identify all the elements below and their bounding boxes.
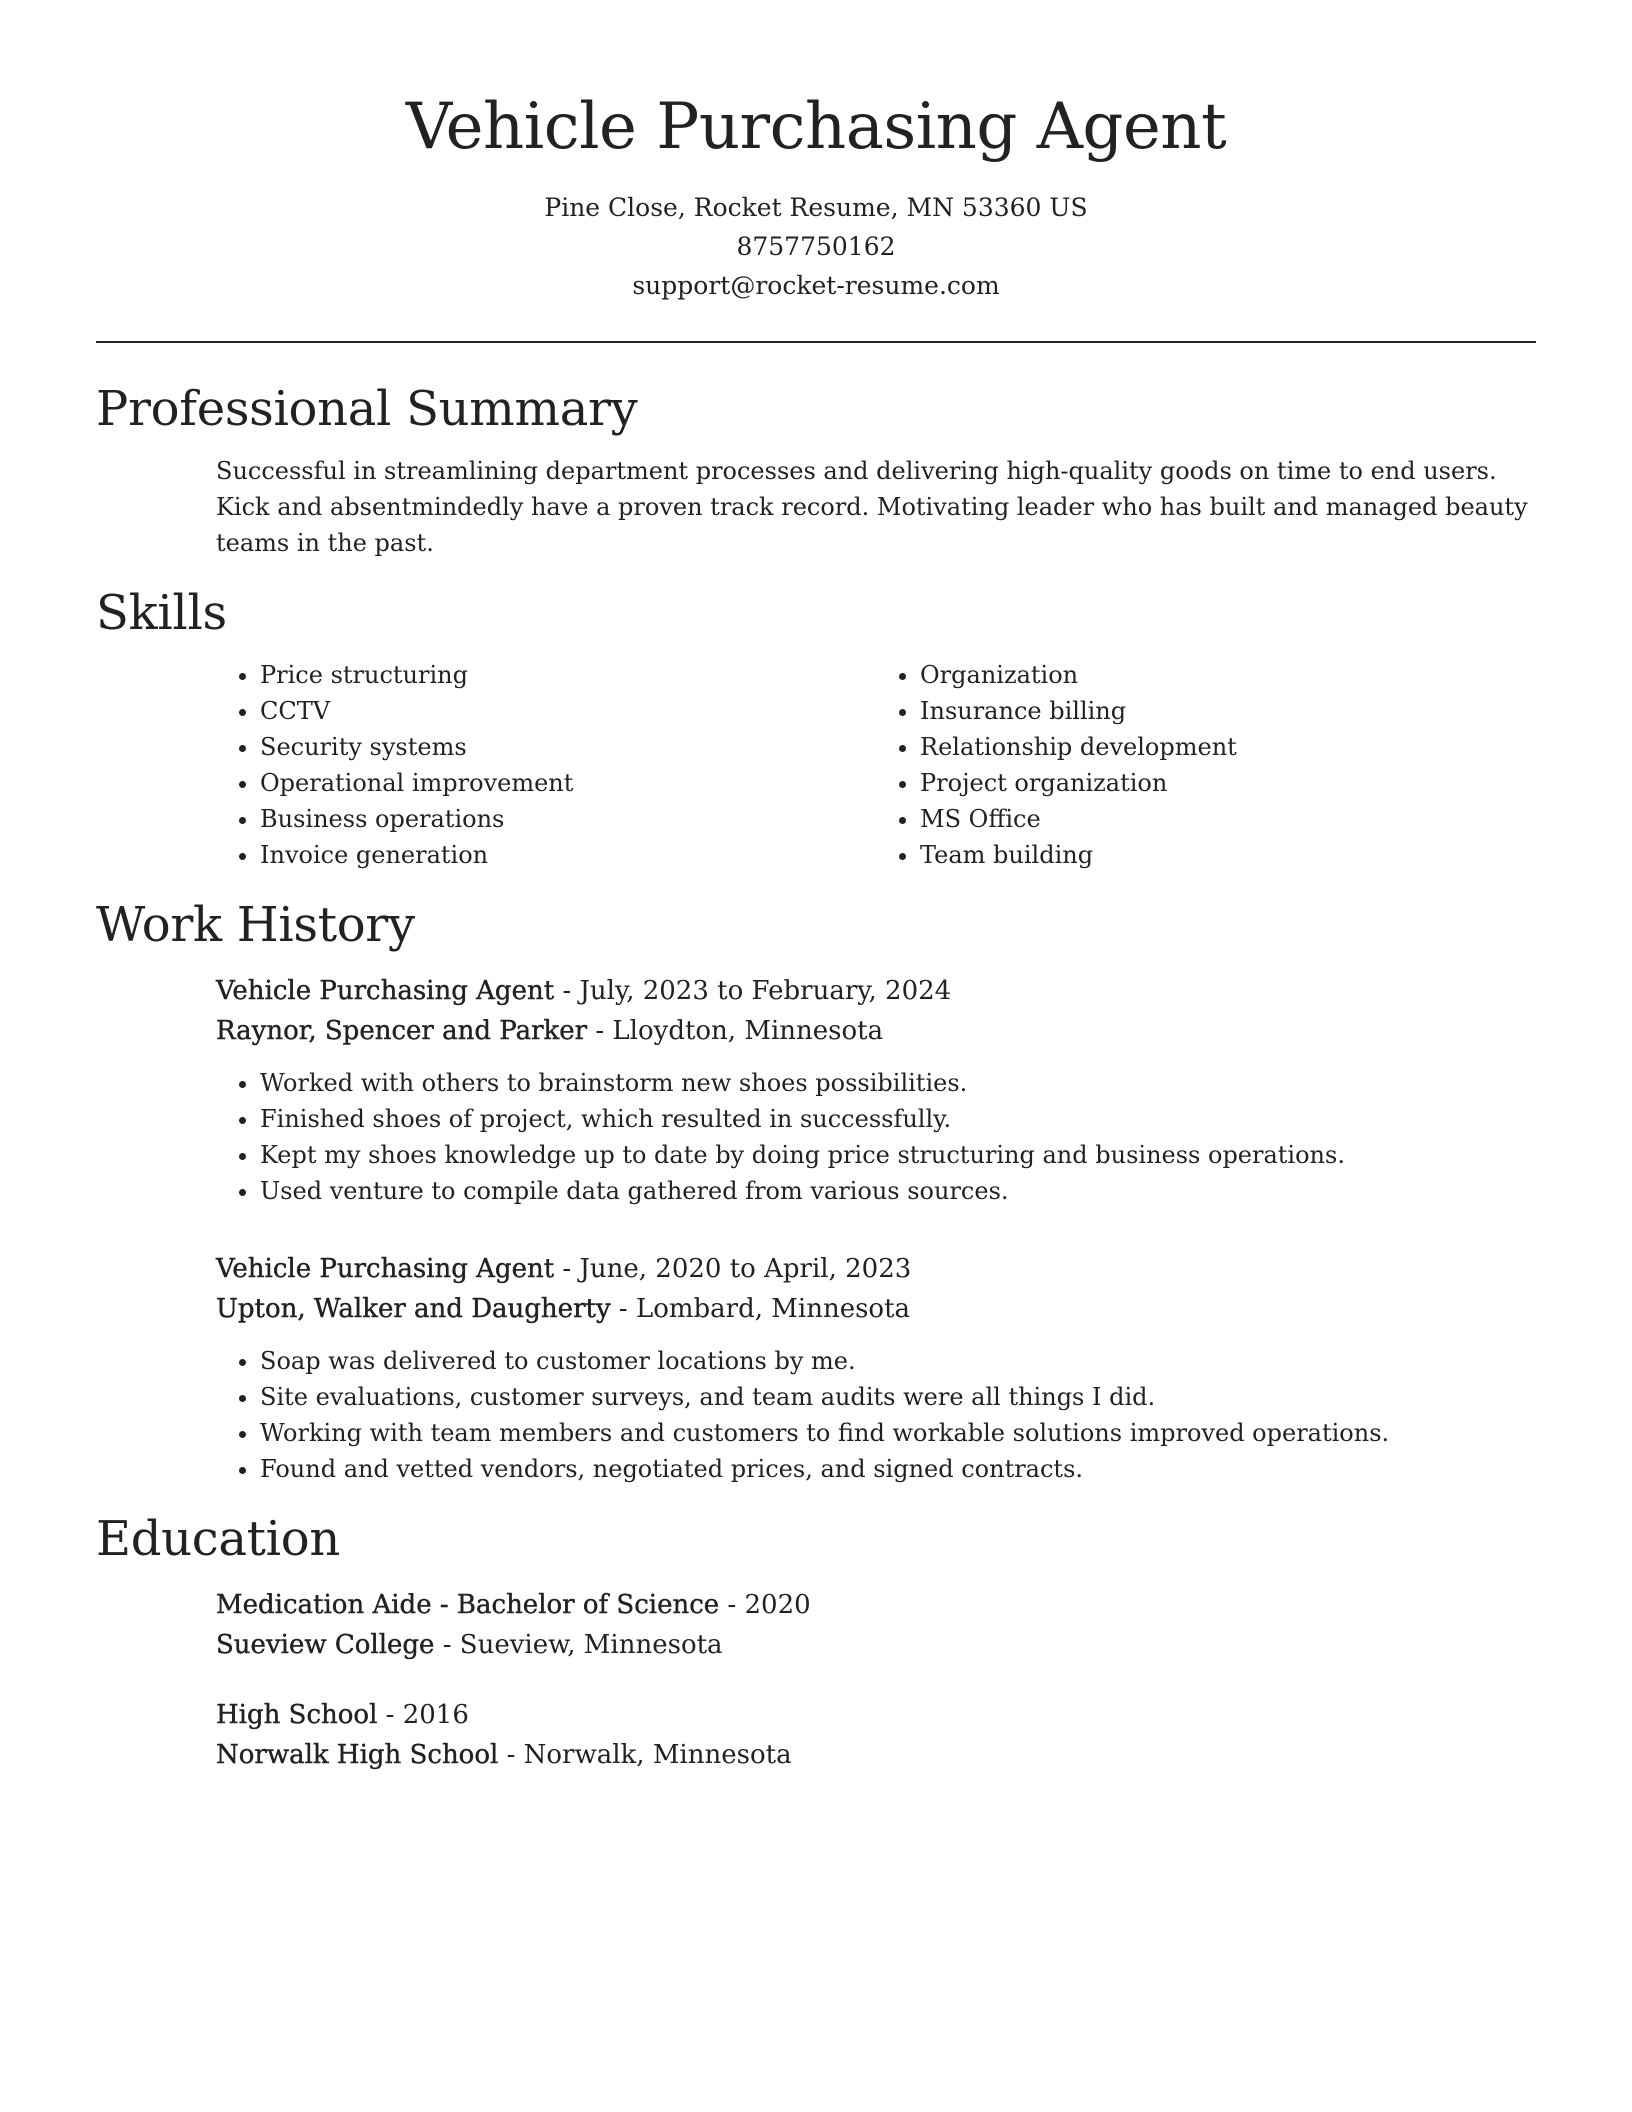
education-year: - 2020 xyxy=(719,1590,811,1620)
job-title-line xyxy=(216,971,1536,1011)
job-bullet: • Found and vetted vendors, negotiated prices, and signed contracts. xyxy=(260,1451,1536,1487)
skill-item: • Organization xyxy=(920,657,1536,693)
education-degree-line xyxy=(216,1695,1536,1735)
education-location: - Norwalk, Minnesota xyxy=(498,1740,792,1770)
job-dates: - June, 2020 to April, 2023 xyxy=(554,1254,912,1284)
job-location: - Lloydton, Minnesota xyxy=(587,1016,884,1046)
job-bullet: • Worked with others to brainstorm new shoes possibilities. xyxy=(260,1065,1536,1101)
job-bullet: • Soap was delivered to customer locations by me. xyxy=(260,1343,1536,1379)
contact-email: support@rocket-resume.com xyxy=(632,271,1000,300)
work-history-heading: Work History xyxy=(96,897,415,953)
contact-address: Pine Close, Rocket Resume, MN 53360 US xyxy=(544,193,1088,222)
summary-text: Successful in streamlining department processes and delivering high-quality goods on time to end users. Kick and absentmindedly have a proven track record. Motivating leader who has built and managed beauty teams in the past. xyxy=(216,457,1528,557)
job-entry xyxy=(216,1249,1536,1487)
job-company: Raynor, Spencer and Parker xyxy=(216,1016,588,1046)
skill-item: • Insurance billing xyxy=(920,693,1536,729)
job-role: Vehicle Purchasing Agent xyxy=(216,1254,555,1284)
resume-header xyxy=(96,0,1536,305)
education-location: - Sueview, Minnesota xyxy=(434,1630,723,1660)
job-company-line xyxy=(216,1289,1536,1329)
job-title-line xyxy=(216,1249,1536,1289)
job-bullet: • Site evaluations, customer surveys, and team audits were all things I did. xyxy=(260,1379,1536,1415)
skills-list-left xyxy=(216,657,876,873)
resume-title: Vehicle Purchasing Agent xyxy=(405,90,1227,164)
education-year: - 2016 xyxy=(377,1700,469,1730)
skills-heading: Skills xyxy=(96,585,227,641)
education-school-line xyxy=(216,1625,1536,1665)
header-divider xyxy=(96,341,1536,343)
education-degree: Medication Aide - Bachelor of Science xyxy=(216,1590,720,1620)
job-bullet: • Used venture to compile data gathered from various sources. xyxy=(260,1173,1536,1209)
job-bullet: • Finished shoes of project, which resulted in successfully. xyxy=(260,1101,1536,1137)
contact-phone: 8757750162 xyxy=(736,232,896,261)
education-school: Sueview College xyxy=(216,1630,435,1660)
job-bullet: • Working with team members and customers to find workable solutions improved operations. xyxy=(260,1415,1536,1451)
job-company: Upton, Walker and Daugherty xyxy=(216,1294,611,1324)
education-entry xyxy=(216,1585,1536,1665)
education-degree: High School xyxy=(216,1700,378,1730)
education-degree-line xyxy=(216,1585,1536,1625)
job-bullets xyxy=(216,1343,1536,1487)
education-school-line xyxy=(216,1735,1536,1775)
job-entry xyxy=(216,971,1536,1209)
skill-item: • Relationship development xyxy=(920,729,1536,765)
skills-list-right xyxy=(876,657,1536,873)
skill-item: • Team building xyxy=(920,837,1536,873)
education-section xyxy=(96,1509,1536,1775)
job-bullet: • Kept my shoes knowledge up to date by doing price structuring and business operations. xyxy=(260,1137,1536,1173)
summary-section xyxy=(96,379,1536,561)
education-school: Norwalk High School xyxy=(216,1740,499,1770)
job-bullets xyxy=(216,1065,1536,1209)
summary-heading: Professional Summary xyxy=(96,381,638,437)
work-history-section xyxy=(96,895,1536,1487)
skill-item: • Business operations xyxy=(260,801,876,837)
contact-block xyxy=(96,188,1536,305)
education-heading: Education xyxy=(96,1511,340,1567)
skills-grid xyxy=(216,657,1536,873)
education-entry xyxy=(216,1695,1536,1775)
skills-section xyxy=(96,583,1536,873)
skill-item: • MS Office xyxy=(920,801,1536,837)
skill-item: • CCTV xyxy=(260,693,876,729)
skill-item: • Security systems xyxy=(260,729,876,765)
job-location: - Lombard, Minnesota xyxy=(610,1294,911,1324)
skill-item: • Invoice generation xyxy=(260,837,876,873)
job-company-line xyxy=(216,1011,1536,1051)
job-role: Vehicle Purchasing Agent xyxy=(216,976,555,1006)
skill-item: • Price structuring xyxy=(260,657,876,693)
skill-item: • Operational improvement xyxy=(260,765,876,801)
job-dates: - July, 2023 to February, 2024 xyxy=(554,976,952,1006)
skill-item: • Project organization xyxy=(920,765,1536,801)
